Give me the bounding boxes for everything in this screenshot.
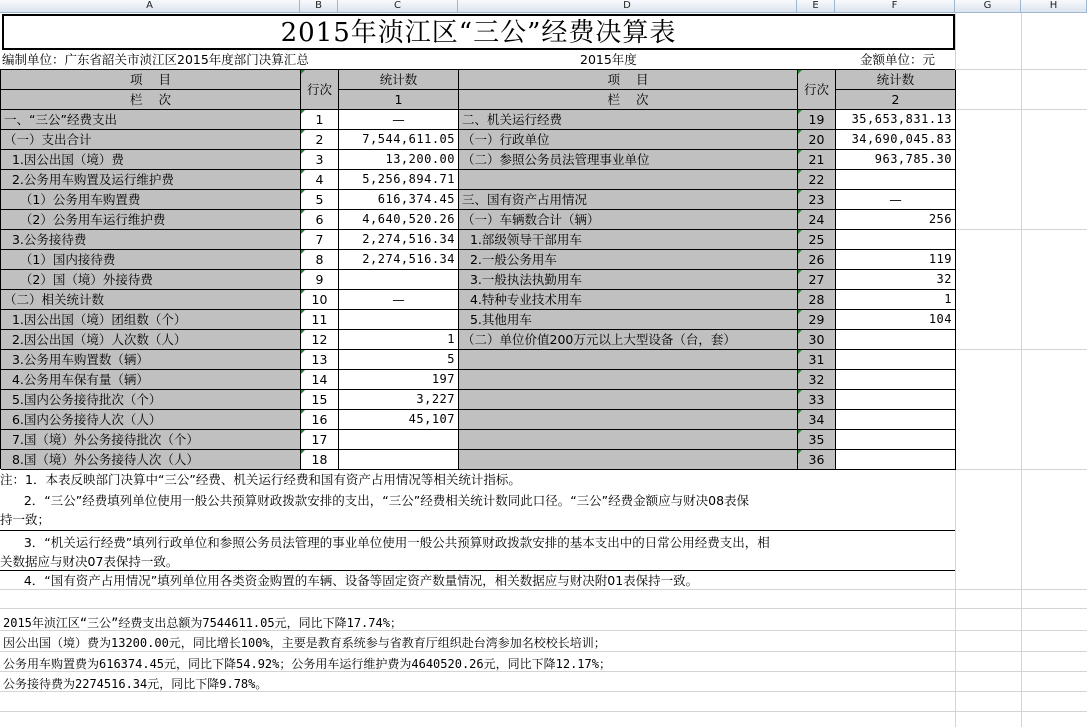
left-row-value[interactable]: 2,274,516.34 [339, 250, 459, 270]
right-row-value[interactable] [836, 430, 956, 450]
left-row-number[interactable]: 9 [301, 270, 339, 290]
header-lanci-left[interactable]: 栏 次 [1, 90, 301, 110]
left-row-number[interactable]: 1 [301, 110, 339, 130]
right-row-number[interactable]: 19 [798, 110, 836, 130]
right-row-number[interactable]: 22 [798, 170, 836, 190]
column-header-a[interactable]: A [0, 0, 300, 13]
right-row-label[interactable] [459, 350, 798, 370]
summary-line-3[interactable]: 公务用车购置费为616374.45元，同比下降54.92%；公务用车运行维护费为4640520.26元，同比下降12.17%； [3, 657, 611, 671]
note-2-line1[interactable]: 2．“三公”经费填列单位使用一般公共预算财政拨款安排的支出，“三公”经费相关统计数同此口径。“三公”经费金额应与财决08表保 [0, 493, 750, 508]
column-header-h[interactable]: H [1021, 0, 1087, 13]
left-row-value[interactable] [339, 310, 459, 330]
note-2-line2[interactable]: 持一致； [0, 512, 51, 527]
right-row-value[interactable] [836, 230, 956, 250]
right-row-value[interactable] [836, 390, 956, 410]
left-row-value[interactable]: 197 [339, 370, 459, 390]
left-row-number[interactable]: 14 [301, 370, 339, 390]
right-row-number[interactable]: 33 [798, 390, 836, 410]
left-row-number[interactable]: 15 [301, 390, 339, 410]
right-row-number[interactable]: 32 [798, 370, 836, 390]
amount-unit[interactable]: 金额单位：元 [860, 52, 936, 67]
left-row-value[interactable]: 13,200.00 [339, 150, 459, 170]
right-row-number[interactable]: 28 [798, 290, 836, 310]
left-row-label[interactable]: 4.公务用车保有量（辆） [1, 370, 301, 390]
left-row-value[interactable]: 1 [339, 330, 459, 350]
right-row-label[interactable]: （二）单位价值200万元以上大型设备（台，套） [459, 330, 798, 350]
right-row-value[interactable]: 119 [836, 250, 956, 270]
right-row-value[interactable] [836, 370, 956, 390]
left-row-value[interactable]: 5,256,894.71 [339, 170, 459, 190]
left-row-value[interactable]: — [339, 110, 459, 130]
left-row-label[interactable]: 5.国内公务接待批次（个） [1, 390, 301, 410]
right-row-label[interactable]: 2.一般公务用车 [459, 250, 798, 270]
right-row-number[interactable]: 29 [798, 310, 836, 330]
right-row-label[interactable] [459, 430, 798, 450]
fiscal-year[interactable]: 2015年度 [580, 52, 637, 67]
right-row-label[interactable] [459, 170, 798, 190]
left-row-label[interactable]: 3.公务用车购置数（辆） [1, 350, 301, 370]
left-row-value[interactable]: 2,274,516.34 [339, 230, 459, 250]
left-row-number[interactable]: 5 [301, 190, 339, 210]
summary-line-1[interactable]: 2015年浈江区“三公”经费支出总额为7544611.05元，同比下降17.74%； [3, 616, 402, 630]
left-row-number[interactable]: 11 [301, 310, 339, 330]
header-stat-right[interactable]: 统计数 [836, 70, 956, 90]
right-row-value[interactable]: 35,653,831.13 [836, 110, 956, 130]
left-row-number[interactable]: 8 [301, 250, 339, 270]
left-row-number[interactable]: 4 [301, 170, 339, 190]
left-row-number[interactable]: 18 [301, 450, 339, 470]
left-row-value[interactable]: 5 [339, 350, 459, 370]
left-row-label[interactable]: 1.因公出国（境）费 [1, 150, 301, 170]
right-row-value[interactable]: 256 [836, 210, 956, 230]
left-row-number[interactable]: 17 [301, 430, 339, 450]
right-row-label[interactable] [459, 390, 798, 410]
note-3-line2[interactable]: 关数据应与财决07表保持一致。 [0, 554, 179, 569]
right-row-number[interactable]: 20 [798, 130, 836, 150]
left-row-number[interactable]: 13 [301, 350, 339, 370]
left-row-label[interactable]: （1）国内接待费 [1, 250, 301, 270]
right-row-value[interactable]: 34,690,045.83 [836, 130, 956, 150]
right-row-value[interactable]: 104 [836, 310, 956, 330]
right-row-label[interactable]: （一）行政单位 [459, 130, 798, 150]
column-header-b[interactable]: B [300, 0, 338, 13]
left-row-value[interactable] [339, 450, 459, 470]
header-stat-left[interactable]: 统计数 [339, 70, 459, 90]
left-row-value[interactable] [339, 430, 459, 450]
note-1[interactable]: 注：1．本表反映部门决算中“三公”经费、机关运行经费和国有资产占用情况等相关统计指标。 [0, 472, 521, 487]
left-row-value[interactable]: 4,640,520.26 [339, 210, 459, 230]
right-row-number[interactable]: 24 [798, 210, 836, 230]
left-row-value[interactable] [339, 270, 459, 290]
left-row-number[interactable]: 12 [301, 330, 339, 350]
header-item-right[interactable]: 项 目 [459, 70, 798, 90]
left-row-number[interactable]: 6 [301, 210, 339, 230]
right-row-number[interactable]: 27 [798, 270, 836, 290]
right-row-number[interactable]: 36 [798, 450, 836, 470]
left-row-number[interactable]: 2 [301, 130, 339, 150]
column-header-g[interactable]: G [955, 0, 1021, 13]
left-row-label[interactable]: 2.公务用车购置及运行维护费 [1, 170, 301, 190]
right-row-number[interactable]: 31 [798, 350, 836, 370]
right-row-value[interactable] [836, 350, 956, 370]
left-row-label[interactable]: （一）支出合计 [1, 130, 301, 150]
left-row-value[interactable]: 616,374.45 [339, 190, 459, 210]
right-row-number[interactable]: 26 [798, 250, 836, 270]
right-row-label[interactable]: 二、机关运行经费 [459, 110, 798, 130]
note-3-line1[interactable]: 3．“机关运行经费”填列行政单位和参照公务员法管理的事业单位使用一般公共预算财政拨款安排的基本支出中的日常公用经费支出，相 [0, 535, 770, 550]
right-row-label[interactable] [459, 450, 798, 470]
right-row-label[interactable]: （二）参照公务员法管理事业单位 [459, 150, 798, 170]
right-row-value[interactable] [836, 330, 956, 350]
right-row-value[interactable] [836, 170, 956, 190]
left-row-label[interactable]: （2）公务用车运行维护费 [1, 210, 301, 230]
right-row-number[interactable]: 23 [798, 190, 836, 210]
left-row-value[interactable]: 45,107 [339, 410, 459, 430]
left-row-label[interactable]: （2）国（境）外接待费 [1, 270, 301, 290]
left-row-number[interactable]: 16 [301, 410, 339, 430]
right-row-number[interactable]: 35 [798, 430, 836, 450]
right-row-label[interactable]: 5.其他用车 [459, 310, 798, 330]
left-row-value[interactable]: 3,227 [339, 390, 459, 410]
right-row-label[interactable]: 三、国有资产占用情况 [459, 190, 798, 210]
column-header-c[interactable]: C [338, 0, 458, 13]
left-row-value[interactable]: — [339, 290, 459, 310]
header-item-left[interactable]: 项 目 [1, 70, 301, 90]
column-header-f[interactable]: F [835, 0, 955, 13]
header-col2[interactable]: 2 [836, 90, 956, 110]
left-row-label[interactable]: 一、“三公”经费支出 [1, 110, 301, 130]
right-row-number[interactable]: 34 [798, 410, 836, 430]
compiling-unit[interactable]: 编制单位：广东省韶关市浈江区2015年度部门决算汇总 [2, 52, 309, 67]
right-row-label[interactable] [459, 370, 798, 390]
left-row-label[interactable]: 8.国（境）外公务接待人次（人） [1, 450, 301, 470]
left-row-number[interactable]: 7 [301, 230, 339, 250]
header-hangci-right[interactable]: 行次 [798, 70, 836, 110]
right-row-label[interactable]: 1.部级领导干部用车 [459, 230, 798, 250]
left-row-value[interactable]: 7,544,611.05 [339, 130, 459, 150]
left-row-label[interactable]: 2.因公出国（境）人次数（人） [1, 330, 301, 350]
right-row-label[interactable] [459, 410, 798, 430]
summary-line-2[interactable]: 因公出国（境）费为13200.00元，同比增长100%，主要是教育系统参与省教育厅组织赴台湾参加名校校长培训； [3, 636, 606, 650]
summary-line-4[interactable]: 公务接待费为2274516.34元，同比下降9.78%。 [3, 677, 268, 691]
header-lanci-right[interactable]: 栏 次 [459, 90, 798, 110]
header-hangci-left[interactable]: 行次 [301, 70, 339, 110]
right-row-label[interactable]: （一）车辆数合计（辆） [459, 210, 798, 230]
right-row-number[interactable]: 21 [798, 150, 836, 170]
right-row-value[interactable]: — [836, 190, 956, 210]
left-row-label[interactable]: （二）相关统计数 [1, 290, 301, 310]
left-row-label[interactable]: 1.因公出国（境）团组数（个） [1, 310, 301, 330]
note-4[interactable]: 4．“国有资产占用情况”填列单位用各类资金购置的车辆、设备等固定资产数量情况，相关数据应与财决附01表保持一致。 [0, 573, 699, 588]
right-row-value[interactable]: 32 [836, 270, 956, 290]
right-row-number[interactable]: 30 [798, 330, 836, 350]
left-row-number[interactable]: 3 [301, 150, 339, 170]
header-col1[interactable]: 1 [339, 90, 459, 110]
right-row-value[interactable]: 1 [836, 290, 956, 310]
left-row-label[interactable]: 7.国（境）外公务接待批次（个） [1, 430, 301, 450]
right-row-value[interactable] [836, 410, 956, 430]
left-row-label[interactable]: （1）公务用车购置费 [1, 190, 301, 210]
budget-table [0, 69, 955, 469]
sheet-title[interactable]: 2015年浈江区“三公”经费决算表 [2, 14, 955, 50]
left-row-number[interactable]: 10 [301, 290, 339, 310]
right-row-value[interactable]: 963,785.30 [836, 150, 956, 170]
right-row-label[interactable]: 3.一般执法执勤用车 [459, 270, 798, 290]
column-header-d[interactable]: D [458, 0, 797, 13]
right-row-number[interactable]: 25 [798, 230, 836, 250]
left-row-label[interactable]: 6.国内公务接待人次（人） [1, 410, 301, 430]
left-row-label[interactable]: 3.公务接待费 [1, 230, 301, 250]
column-header-e[interactable]: E [797, 0, 835, 13]
right-row-label[interactable]: 4.特种专业技术用车 [459, 290, 798, 310]
right-row-value[interactable] [836, 450, 956, 470]
